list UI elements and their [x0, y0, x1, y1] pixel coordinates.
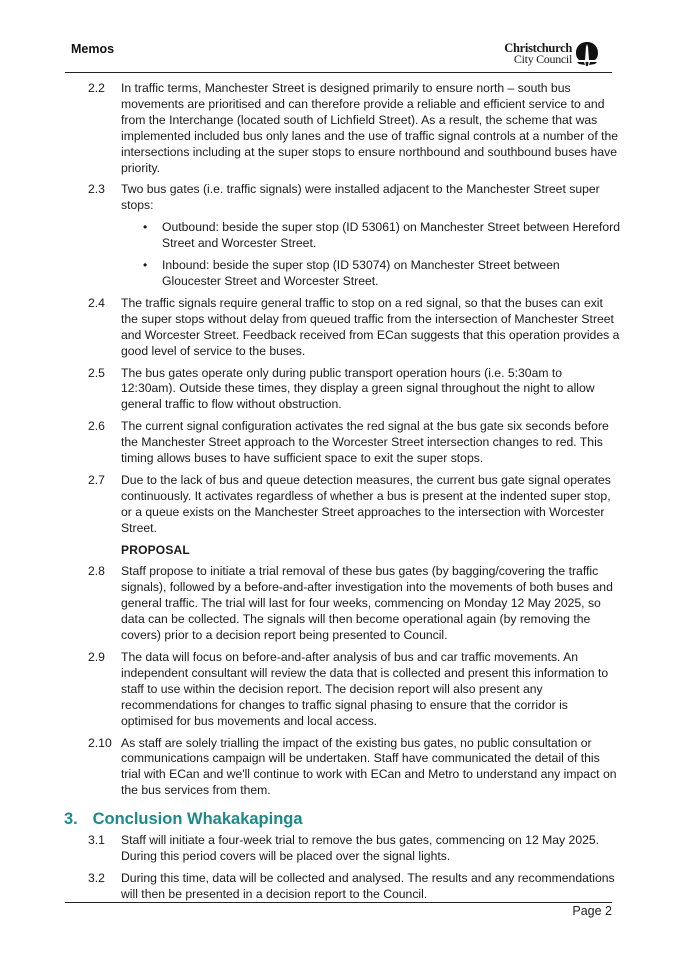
bullet-list: [121, 220, 620, 290]
paragraph-number: 2.8: [88, 564, 105, 579]
paragraph-text: In traffic terms, Manchester Street is designed primarily to ensure north – south bus movements are prioritised and can therefore provide a reliable and efficient service to and from the Interchange (located south of Lichfield Street). As a result, the scheme that was implemented included bus only lanes and the use of traffic signal controls at a number of the intersections including at the super stops to ensure northbound and southbound buses have priority.: [121, 81, 619, 175]
logo-line-1: Christchurch: [504, 41, 572, 55]
paragraph-2-6: [88, 419, 620, 467]
paragraph-number: 3.1: [88, 833, 105, 848]
paragraph-2-4: [88, 296, 620, 360]
bullet-item-inbound: [121, 258, 620, 290]
paragraph-number: 2.2: [88, 81, 105, 95]
page-header: [65, 36, 611, 72]
paragraph-text: During this time, data will be collected and analysed. The results and any recommendations will then be presented in a decision report to the Council.: [121, 870, 615, 901]
paragraph-2-10: [88, 736, 620, 800]
paragraph-2-7: [88, 473, 620, 537]
paragraph-number: 2.5: [88, 365, 105, 380]
paragraph-text: The traffic signals require general traffic to stop on a red signal, so that the buses can exit the super stops without delay from queued traffic from the intersection of Manchester Street and Worcester Street. Feedback received from ECan suggests that this operation provides a good level of service to the buses.: [121, 295, 620, 358]
paragraph-number: 2.9: [88, 650, 105, 664]
proposal-subheading: PROPOSAL: [121, 542, 190, 557]
paragraph-3-1: [88, 833, 620, 865]
paragraph-2-3: [88, 182, 620, 289]
paragraph-2-9: [88, 650, 620, 730]
paragraph-text: As staff are solely trialling the impact of the existing bus gates, no public consultation or communications campaign will be undertaken. Staff have communicated the detail of this trial with ECan and we'll continue to work with ECan and Metro to understand any impact on the bus services from them.: [121, 735, 617, 798]
paragraph-text: Staff propose to initiate a trial removal of these bus gates (by bagging/covering the traffic signals), followed by a before-and-after investigation into the movements of both buses and general traffic. The trial will last for four weeks, commencing on Monday 12 May 2025, so data can be collected. The signals will then become operational again (by removing the covers) prior to a decision report being presented to Council.: [121, 564, 613, 643]
paragraph-2-2: [88, 81, 620, 176]
paragraph-2-8: [88, 564, 620, 644]
paragraph-2-5: [88, 366, 620, 414]
paragraph-text: The bus gates operate only during public transport operation hours (i.e. 5:30am to 12:30am). Outside these times, they display a green signal throughout the night to allow general traffic to flow without obstruction.: [121, 365, 595, 412]
paragraph-number: 3.2: [88, 870, 105, 885]
paragraph-3-2: [88, 871, 620, 903]
document-body: [64, 81, 620, 909]
cathedral-icon: [575, 41, 599, 67]
paragraph-text: The data will focus on before-and-after analysis of bus and car traffic movements. An independent consultant will review the data that is collected and present this information to staff to use within the decision report. The decision report will also present any recommendations for changes to traffic signal phasing to ensure that the corridor is optimised for bus movements and local access.: [121, 650, 609, 728]
council-logo: [504, 40, 599, 68]
paragraph-text: The current signal configuration activates the red signal at the bus gate six seconds before the Manchester Street approach to the Worcester Street intersection changes to red. This timing allows buses to have sufficient space to exit the super stops.: [121, 419, 609, 466]
bullet-icon: •: [143, 220, 148, 235]
bullet-item-outbound: [121, 220, 620, 252]
paragraph-number: 2.6: [88, 419, 105, 434]
paragraph-text: Due to the lack of bus and queue detection measures, the current bus gate signal operates continuously. It activates regardless of whether a bus is present at the indented super stop, or a queue exists on the Manchester Street approaches to the intersection with Worcester Street.: [121, 472, 611, 535]
section-title: Conclusion Whakakapinga: [92, 810, 303, 829]
logo-line-2: City Council: [513, 52, 572, 66]
section-heading-conclusion: [64, 809, 620, 829]
bullet-text: Outbound: beside the super stop (ID 53061) on Manchester Street between Hereford Street and Worcester Street.: [162, 220, 620, 251]
header-title: Memos: [71, 42, 115, 56]
paragraph-number: 2.10: [88, 735, 112, 750]
paragraph-text: Two bus gates (i.e. traffic signals) were installed adjacent to the Manchester Street super stops:: [121, 182, 600, 213]
section-number: 3.: [64, 810, 78, 829]
logo-text: [504, 43, 572, 65]
bullet-text: Inbound: beside the super stop (ID 53074) on Manchester Street between Gloucester Street and Worcester Street.: [162, 258, 560, 288]
page-number: Page 2: [572, 904, 612, 918]
paragraph-number: 2.3: [88, 182, 105, 197]
header-divider: [65, 72, 612, 73]
paragraph-number: 2.7: [88, 472, 105, 487]
footer-divider: [65, 902, 612, 903]
paragraph-number: 2.4: [88, 295, 105, 310]
bullet-icon: •: [143, 258, 148, 273]
paragraph-text: Staff will initiate a four-week trial to remove the bus gates, commencing on 12 May 2025. During this period covers will be placed over the signal lights.: [121, 833, 600, 864]
